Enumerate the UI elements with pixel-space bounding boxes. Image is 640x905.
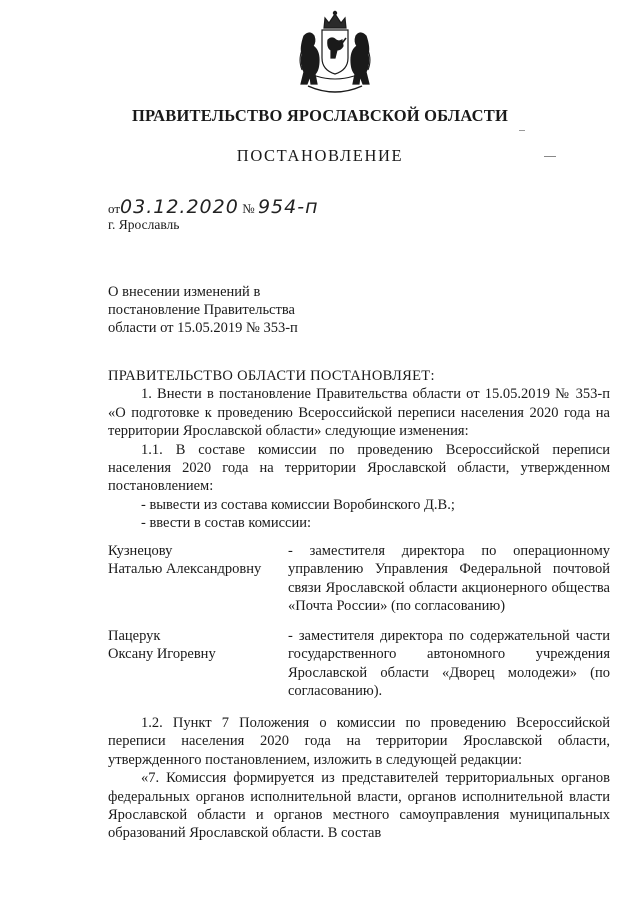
document-type: ПОСТАНОВЛЕНИЕ bbox=[236, 146, 404, 165]
paragraph-remove-member: - вывести из состава комиссии Воробинского Д.В.; bbox=[141, 496, 455, 513]
organization-title: ПРАВИТЕЛЬСТВО ЯРОСЛАВСКОЙ ОБЛАСТИ bbox=[131, 106, 509, 125]
document-body-continued bbox=[108, 714, 610, 843]
handwritten-date: 03.12.2020 bbox=[120, 196, 239, 218]
paragraph-item-7: «7. Комиссия формируется из представителей территориальных органов федеральных органов исполнительной власти, органов исполнительной власти Ярославской области и органов местного самоуправления муниципальных образований Ярославской области. В состав bbox=[108, 770, 610, 842]
decree-heading: ПРАВИТЕЛЬСТВО ОБЛАСТИ ПОСТАНОВЛЯЕТ: bbox=[108, 368, 435, 384]
scan-mark bbox=[544, 156, 556, 157]
member-position: - заместителя директора по содержательной части государственного автономного учреждения Ярославской области «Дворец молодежи» (по согласованию). bbox=[288, 628, 610, 700]
paragraph-item-1-2: 1.2. Пункт 7 Положения о комиссии по проведению Всероссийской переписи населения 2020 года на территории Ярославской области, утвержденного постановлением, изложить в следующей редакции: bbox=[108, 715, 610, 768]
member-name bbox=[108, 627, 280, 664]
member-given-name: Наталью Александровну bbox=[108, 561, 262, 578]
subject-line: области от 15.05.2019 № 353-п bbox=[108, 320, 298, 336]
member-given-name: Оксану Игоревну bbox=[108, 646, 216, 663]
member-surname: Кузнецову bbox=[108, 543, 173, 559]
member-surname: Пацерук bbox=[108, 628, 161, 644]
number-prefix: № bbox=[242, 201, 255, 216]
paragraph-item-1-1: 1.1. В составе комиссии по проведению Всероссийской переписи населения 2020 года на территории Ярославской области, утвержденном постановлением: bbox=[108, 441, 610, 495]
subject-line: постановление Правительства bbox=[108, 302, 295, 318]
document-subject bbox=[108, 283, 298, 337]
document-body bbox=[108, 367, 610, 533]
yaroslavl-coat-of-arms-icon bbox=[294, 10, 376, 96]
date-prefix: от bbox=[108, 201, 121, 216]
member-position: - заместителя директора по операционному управлению Управления Федеральной почтовой связи Ярославской области акционерного общества «Почта России» (по согласованию) bbox=[288, 543, 610, 615]
paragraph-add-members: - ввести в состав комиссии: bbox=[141, 515, 312, 532]
scan-mark bbox=[519, 130, 525, 131]
city: г. Ярославль bbox=[108, 217, 180, 232]
subject-line: О внесении изменений в bbox=[108, 284, 261, 300]
date-number-line bbox=[108, 196, 319, 218]
handwritten-number: 954-п bbox=[257, 196, 319, 218]
member-name bbox=[108, 542, 280, 579]
paragraph-item-1: 1. Внести в постановление Правительства области от 15.05.2019 № 353-п «О подготовке к проведению Всероссийской переписи населения 2020 года на территории Ярославской области» следующие изменения: bbox=[108, 386, 610, 440]
